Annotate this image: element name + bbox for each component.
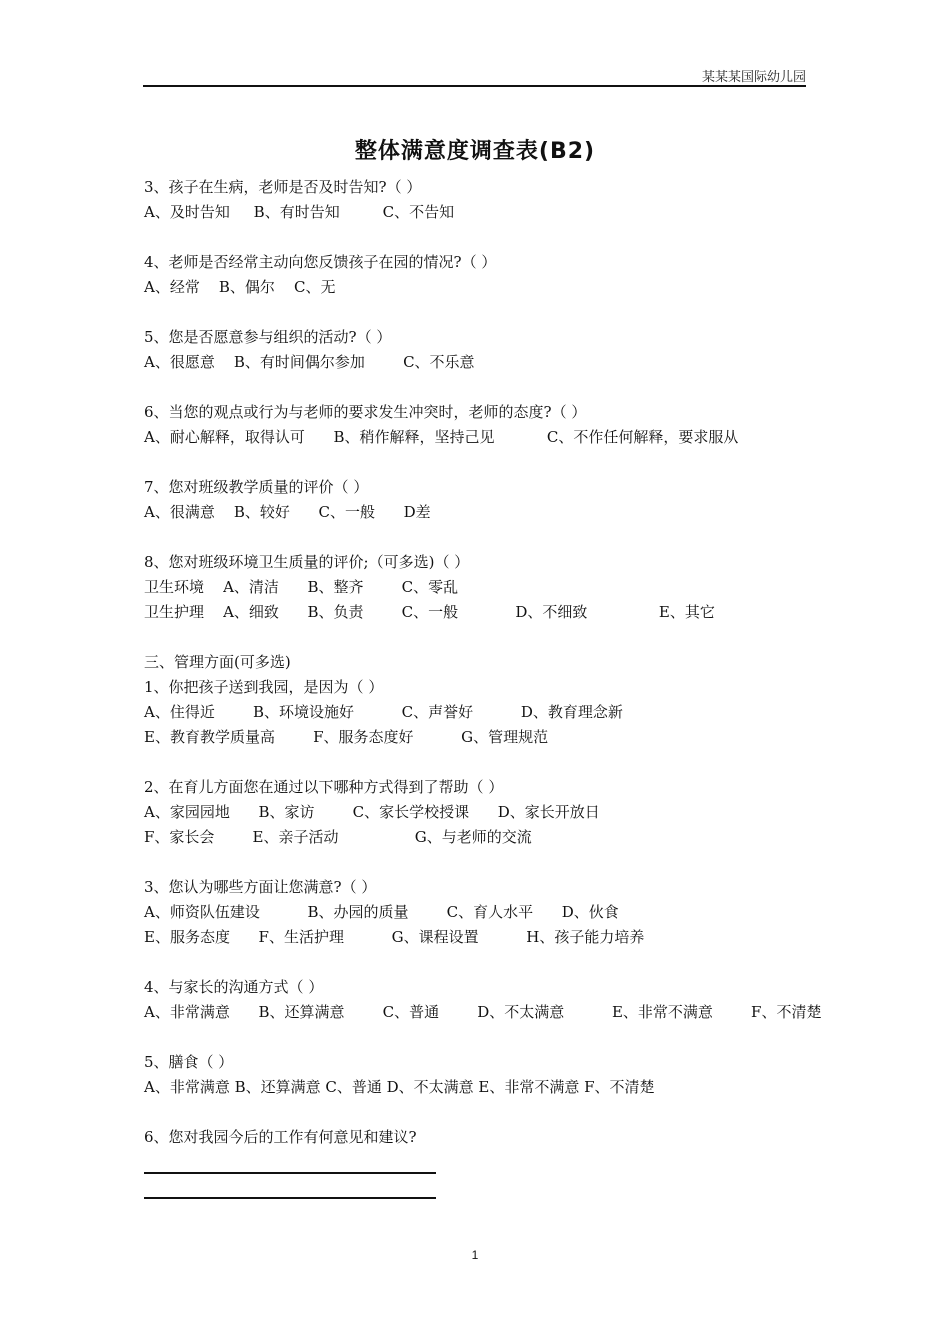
spacer bbox=[144, 750, 810, 775]
management-question-4-text: 4、与家长的沟通方式（ ） bbox=[144, 978, 324, 996]
management-question-6-text: 6、您对我园今后的工作有何意见和建议? bbox=[144, 1128, 417, 1146]
management-question-3-options-row-2: E、服务态度 F、生活护理 G、课程设置 H、孩子能力培养 bbox=[144, 928, 645, 946]
survey-body bbox=[144, 175, 822, 1199]
management-question-1-text: 1、你把孩子送到我园，是因为（ ） bbox=[144, 678, 384, 696]
question-4-options: A、经常 B、偶尔 C、无 bbox=[144, 278, 336, 296]
management-question-1-options-row-1: A、住得近 B、环境设施好 C、声誉好 D、教育理念新 bbox=[144, 703, 623, 721]
question-3-options: A、及时告知 B、有时告知 C、不告知 bbox=[144, 203, 455, 221]
question-8-care-options: 卫生护理 A、细致 B、负责 C、一般 D、不细致 E、其它 bbox=[144, 603, 715, 621]
question-5-text: 5、您是否愿意参与组织的活动?（ ） bbox=[144, 328, 392, 346]
page-number: 1 bbox=[471, 1248, 479, 1262]
section-management-heading: 三、管理方面(可多选) bbox=[144, 653, 291, 671]
spacer bbox=[144, 1025, 810, 1050]
answer-blank-line[interactable] bbox=[144, 1197, 436, 1199]
management-question-5-text: 5、膳食（ ） bbox=[144, 1053, 234, 1071]
spacer bbox=[144, 300, 810, 325]
management-question-2-options-row-2: F、家长会 E、亲子活动 G、与老师的交流 bbox=[144, 828, 532, 846]
management-question-4-options: A、非常满意 B、还算满意 C、普通 D、不太满意 E、非常不满意 F、不清楚 bbox=[144, 1003, 822, 1021]
spacer bbox=[144, 625, 810, 650]
spacer bbox=[144, 225, 810, 250]
question-6-text: 6、当您的观点或行为与老师的要求发生冲突时，老师的态度?（ ） bbox=[144, 403, 587, 421]
header-school-name: 某某某国际幼儿园 bbox=[701, 70, 806, 85]
spacer bbox=[144, 950, 810, 975]
question-3-text: 3、孩子在生病，老师是否及时告知?（ ） bbox=[144, 178, 422, 196]
header-divider bbox=[143, 85, 806, 87]
management-question-5-options: A、非常满意 B、还算满意 C、普通 D、不太满意 E、非常不满意 F、不清楚 bbox=[144, 1078, 655, 1096]
question-4-text: 4、老师是否经常主动向您反馈孩子在园的情况?（ ） bbox=[144, 253, 497, 271]
question-6-options: A、耐心解释，取得认可 B、稍作解释，坚持己见 C、不作任何解释，要求服从 bbox=[144, 428, 739, 446]
question-7-text: 7、您对班级教学质量的评价（ ） bbox=[144, 478, 369, 496]
management-question-3-options-row-1: A、师资队伍建设 B、办园的质量 C、育人水平 D、伙食 bbox=[144, 903, 619, 921]
management-question-1-options-row-2: E、教育教学质量高 F、服务态度好 G、管理规范 bbox=[144, 728, 549, 746]
management-question-2-options-row-1: A、家园园地 B、家访 C、家长学校授课 D、家长开放日 bbox=[144, 803, 600, 821]
question-8-text: 8、您对班级环境卫生质量的评价;（可多选)（ ） bbox=[144, 553, 470, 571]
page-title: 整体满意度调查表(B2) bbox=[354, 139, 596, 164]
spacer bbox=[144, 850, 810, 875]
question-8-environment-options: 卫生环境 A、清洁 B、整齐 C、零乱 bbox=[144, 578, 459, 596]
spacer bbox=[144, 450, 810, 475]
spacer bbox=[144, 1100, 810, 1125]
question-7-options: A、很满意 B、较好 C、一般 D差 bbox=[144, 503, 431, 521]
spacer bbox=[144, 375, 810, 400]
question-5-options: A、很愿意 B、有时间偶尔参加 C、不乐意 bbox=[144, 353, 475, 371]
management-question-3-text: 3、您认为哪些方面让您满意?（ ） bbox=[144, 878, 377, 896]
answer-blank-line[interactable] bbox=[144, 1172, 436, 1174]
spacer bbox=[144, 525, 810, 550]
management-question-2-text: 2、在育儿方面您在通过以下哪种方式得到了帮助（ ） bbox=[144, 778, 504, 796]
